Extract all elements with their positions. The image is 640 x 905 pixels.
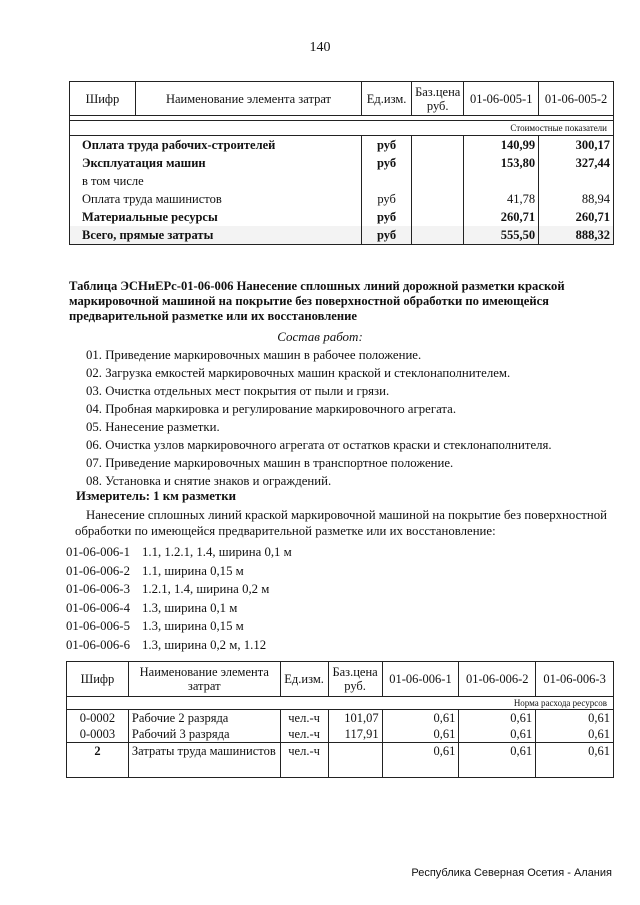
list-item: 05. Нанесение разметки. <box>86 420 220 434</box>
variant-code: 01-06-006-2 <box>66 563 130 578</box>
list-item <box>66 543 292 562</box>
list-item: 07. Приведение маркировочных машин в транспортное положение. <box>86 456 454 470</box>
description-line: обработки по имеющейся предварительной разметке или их восстановление: <box>75 524 496 538</box>
row-name: Эксплуатация машин <box>82 156 206 170</box>
row-value: 260,71 <box>464 208 539 226</box>
table-row <box>67 743 614 778</box>
row-value: 0,61 <box>459 710 536 727</box>
row-unit: чел.-ч <box>280 726 328 743</box>
row-value: 0,61 <box>459 743 536 778</box>
row-name: Рабочие 2 разряда <box>128 710 280 727</box>
col-header: Наименование элемента затрат <box>135 82 361 116</box>
variant-code: 01-06-006-4 <box>66 600 130 615</box>
variant-code: 01-06-006-1 <box>66 545 130 559</box>
col-header: Баз.цена руб. <box>412 82 464 116</box>
row-value: 260,71 <box>539 208 614 226</box>
col-header: Шифр <box>67 662 129 697</box>
row-value: 0,61 <box>382 710 459 727</box>
col-header: Шифр <box>70 82 136 116</box>
works-title: Состав работ: <box>277 329 363 344</box>
list-item <box>66 599 292 618</box>
meter: Измеритель: 1 км разметки <box>76 489 236 503</box>
list-item: 04. Пробная маркировка и регулирование маркировочного агрегата. <box>86 402 457 416</box>
row-unit: руб <box>362 226 412 245</box>
variant-text: 1.3, ширина 0,2 м, 1.12 <box>142 637 267 652</box>
row-unit: чел.-ч <box>280 710 328 727</box>
cost-table <box>69 81 614 245</box>
col-header: 01-06-005-2 <box>539 82 614 116</box>
table-row <box>70 136 614 155</box>
row-value: 0,61 <box>382 743 459 778</box>
description-line: Нанесение сплошных линий краской маркировочной машиной на покрытие без поверхностной <box>86 508 607 522</box>
col-header: Баз.цена руб. <box>328 662 382 697</box>
row-price: 101,07 <box>328 710 382 727</box>
table-header-row <box>70 82 614 116</box>
variant-code: 01-06-006-5 <box>66 619 130 633</box>
row-unit: руб <box>362 154 412 172</box>
row-name: Оплата труда машинистов <box>82 192 222 206</box>
table-header-row <box>67 662 614 697</box>
table-subheader: Стоимостные показатели <box>70 121 614 136</box>
table-row <box>70 226 614 245</box>
row-name: Всего, прямые затраты <box>82 228 214 242</box>
description <box>75 507 616 539</box>
variant-text: 1.2.1, 1.4, ширина 0,2 м <box>142 582 270 596</box>
variant-code: 01-06-006-6 <box>66 637 130 652</box>
row-value: 0,61 <box>382 726 459 743</box>
row-code: 2 <box>67 743 129 778</box>
variant-text: 1.1, 1.2.1, 1.4, ширина 0,1 м <box>142 545 292 559</box>
list-item <box>66 636 292 655</box>
col-header: 01-06-006-3 <box>536 662 614 697</box>
row-name: Оплата труда рабочих-строителей <box>82 138 276 152</box>
col-header: Ед.изм. <box>280 662 328 697</box>
row-unit: чел.-ч <box>280 743 328 778</box>
col-header: Ед.изм. <box>362 82 412 116</box>
variant-text: 1.3, ширина 0,1 м <box>142 600 238 615</box>
table-row <box>70 208 614 226</box>
variant-code: 01-06-006-3 <box>66 582 130 596</box>
list-item: 01. Приведение маркировочных машин в рабочее положение. <box>86 348 422 362</box>
list-item: 06. Очистка узлов маркировочного агрегата от остатков краски и стеклонаполнителя. <box>86 438 552 452</box>
table-row <box>70 190 614 208</box>
list-item: 03. Очистка отдельных мест покрытия от пыли и грязи. <box>86 384 390 398</box>
row-value: 0,61 <box>536 726 614 743</box>
row-value: 888,32 <box>539 226 614 245</box>
row-value: 0,61 <box>459 726 536 743</box>
row-value: 41,78 <box>464 190 539 208</box>
variant-text: 1.1, ширина 0,15 м <box>142 563 244 578</box>
row-value: 0,61 <box>536 743 614 778</box>
list-item: 02. Загрузка емкостей маркировочных машин краской и стеклонаполнителем. <box>86 366 511 380</box>
table-row <box>67 726 614 743</box>
table-row <box>70 172 614 190</box>
row-value: 0,61 <box>536 710 614 727</box>
row-value: 153,80 <box>464 154 539 172</box>
variants-list <box>66 543 292 654</box>
row-value: 555,50 <box>464 226 539 245</box>
row-unit: руб <box>362 136 412 155</box>
list-item <box>66 562 292 581</box>
row-unit: руб <box>362 208 412 226</box>
row-value: 327,44 <box>539 154 614 172</box>
col-header: 01-06-006-1 <box>382 662 459 697</box>
row-value: 88,94 <box>539 190 614 208</box>
row-unit: руб <box>362 190 412 208</box>
col-header: 01-06-006-2 <box>459 662 536 697</box>
list-item <box>66 617 292 636</box>
variant-text: 1.3, ширина 0,15 м <box>142 619 244 633</box>
row-code: 0-0003 <box>67 726 129 743</box>
row-value: 300,17 <box>539 136 614 155</box>
col-header: 01-06-005-1 <box>464 82 539 116</box>
resource-table <box>66 661 614 778</box>
row-price: 117,91 <box>328 726 382 743</box>
list-item: 08. Установка и снятие знаков и ограждений. <box>86 474 332 488</box>
table-row <box>67 710 614 727</box>
row-price <box>328 743 382 778</box>
table-row <box>70 154 614 172</box>
table-subheader: Норма расхода ресурсов <box>67 697 614 710</box>
col-header: Наименование элемента затрат <box>128 662 280 697</box>
row-name: в том числе <box>82 174 144 188</box>
list-item <box>66 580 292 599</box>
page-number: 140 <box>309 40 331 55</box>
row-value: 140,99 <box>464 136 539 155</box>
row-name: Рабочий 3 разряда <box>128 726 280 743</box>
row-name: Затраты труда машинистов <box>128 743 280 778</box>
footer-region: Республика Северная Осетия - Алания <box>411 867 612 879</box>
row-code: 0-0002 <box>67 710 129 727</box>
row-name: Материальные ресурсы <box>82 210 218 224</box>
table-caption: Таблица ЭСНиЕРс-01-06-006 Нанесение сплошных линий дорожной разметки краской маркировочной машиной на покрытие без поверхностной обработки по имеющейся предварительной разметке или их восстановление <box>69 279 565 323</box>
works-list <box>86 346 552 490</box>
